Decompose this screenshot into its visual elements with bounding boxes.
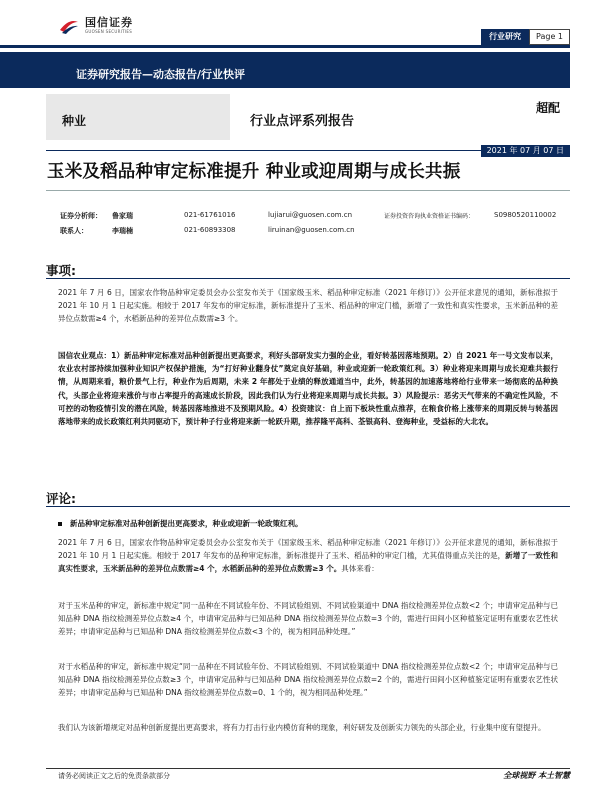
comments-paragraph-3: 对于水稻品种的审定，新标准中规定“同一品种在不同试验年份、不同试验组别、不同试验渠道中 DNA 指纹检测差异位点数<2 个；申请审定品种与已知品种 DNA 指纹检测差异位点数≥3 个，申请审定品种与已知品种 DNA 指纹检测差异位点数=2 个的，需进行田间小区种植鉴定证明有重要农艺性状差异；申请审定品种与已知品种 DNA 指纹检测差异位点数=0、1 个的，视为相同品种处理。” <box>58 662 558 698</box>
page-title: 玉米及稻品种审定标准提升 种业或迎周期与成长共振 <box>47 162 461 182</box>
analyst-email-1[interactable]: lujiarui@guosen.com.cn <box>268 211 353 219</box>
page-number: Page 1 <box>529 29 570 45</box>
header-rule <box>0 45 570 48</box>
comments-paragraph-1: 2021 年 7 月 6 日，国家农作物品种审定委员会办公室发布关于《国家级玉米、稻品种审定标准（2021 年修订）》公开征求意见的通知，新标准拟于 2021 年 10 月 1 日起实施。相较于 2017 年发布的品种审定标准，新标准提升了玉米、稻品种的审定门槛，尤其值得重点关注的是，新增了一致性和真实性要求，玉米新品种的差异位点数需≥4 个，水稻新品种的差异位点数需≥3 个。具体来看： <box>58 538 558 574</box>
analyst-name-2: 李瑞楠 <box>112 227 133 235</box>
analyst-role-1: 证券分析师： <box>60 212 102 220</box>
analyst-email-2[interactable]: liruinan@guosen.com.cn <box>268 226 355 234</box>
report-type-tag: 行业研究 <box>481 29 529 45</box>
comments-bullet-1: 新品种审定标准对品种创新提出更高要求，种业或迎新一轮政策红利。 <box>58 518 558 530</box>
events-paragraph-1: 2021 年 7 月 6 日，国家农作物品种审定委员会办公室发布关于《国家级玉米、稻品种审定标准（2021 年修订）》公开征求意见的通知，新标准拟于 2021 年 10 月 1 日起实施。相较于 2017 年发布的审定标准，新标准提升了玉米、稻品种的审定门槛，新增了一致性和真实性要求，玉米新品种的差异位点数需≥4 个，水稻新品种的差异位点数需≥3 个。 <box>58 288 558 324</box>
analyst-cert-label: 证券投资咨询执业资格证书编码： <box>384 213 475 220</box>
events-rule <box>46 278 570 279</box>
events-paragraph-2: 国信农业观点：1）新品种审定标准对品种创新提出更高要求，利好头部研发实力强的企业，看好转基因落地预期。2）自 2021 年一号文发布以来，农业农村部持续加强种业知识产权保护措施，为“打好种业翻身仗”奠定良好基础，种业或迎新一轮政策红利。3）种业将迎来周期与成长迎难共振行情，从周期来看，粮价景气上行，种业作为后周期，未来 2 年都处于业绩的释放通道当中，此外，转基因的加速落地将给行业带来一场彻底的品种换代，头部企业将迎来涨价与市占率提升的高速成长阶段，因此我们认为行业将迎来周期与成长共振。3）风险提示：恶劣天气带来的不确定性风险，不可控的动物疫情引发的潜在风险，转基因落地推进不及预期风险。4）投资建议：自上而下板块性重点推荐，在粮食价格上涨带来的周期反转与转基因落地带来的成长政策红利共同驱动下，预计种子行业将迎来新一轮跃升期，推荐隆平高科、荃银高科、登海种业，受益标的大北农。 <box>58 351 558 427</box>
comments-heading: 评论: <box>46 491 76 506</box>
guosen-logo-icon <box>58 16 80 36</box>
comments-paragraph-2: 对于玉米品种的审定，新标准中规定“同一品种在不同试验年份、不同试验组别、不同试验渠道中 DNA 指纹检测差异位点数<2 个；申请审定品种与已知品种 DNA 指纹检测差异位点数≥4 个，申请审定品种与已知品种 DNA 指纹检测差异位点数=3 个的，需进行田间小区种植鉴定证明有重要农艺性状差异；申请审定品种与已知品种 DNA 指纹检测差异位点数<3 个的，视为相同品种处理。” <box>58 601 558 637</box>
footer-rule <box>46 768 570 769</box>
industry-label: 种业 <box>62 114 87 128</box>
analyst-name-1: 鲁家瑞 <box>112 212 133 220</box>
analyst-phone-2: 021-60893308 <box>184 226 236 234</box>
rating-label: 超配 <box>535 101 560 115</box>
report-date: 2021 年 07 月 07 日 <box>481 145 570 157</box>
disclaimer-note: 请务必阅读正文之后的免责条款部分 <box>58 772 170 780</box>
series-title: 行业点评系列报告 <box>250 114 355 129</box>
guosen-logo <box>58 14 133 38</box>
logo-name-en: GUOSEN SECURITIES <box>85 29 133 34</box>
bullet-square-icon <box>58 522 62 526</box>
footer-slogan: 全球视野 本土智慧 <box>503 771 570 780</box>
title-rule <box>46 190 570 191</box>
logo-name-cn: 国信证券 <box>85 16 133 29</box>
events-heading: 事项: <box>46 263 76 278</box>
analyst-role-2: 联系人： <box>60 227 88 235</box>
analyst-cert-number: S0980520110002 <box>494 211 557 219</box>
comments-rule <box>46 506 570 507</box>
analyst-phone-1: 021-61761016 <box>184 211 236 219</box>
report-category: 证券研究报告—动态报告/行业快评 <box>76 68 246 81</box>
comments-paragraph-4: 我们认为该新增规定对品种创新度提出更高要求，将有力打击行业内模仿育种的现象，利好研发及创新实力领先的头部企业，行业集中度有望提升。 <box>58 723 546 732</box>
header-tag-box <box>481 29 570 45</box>
